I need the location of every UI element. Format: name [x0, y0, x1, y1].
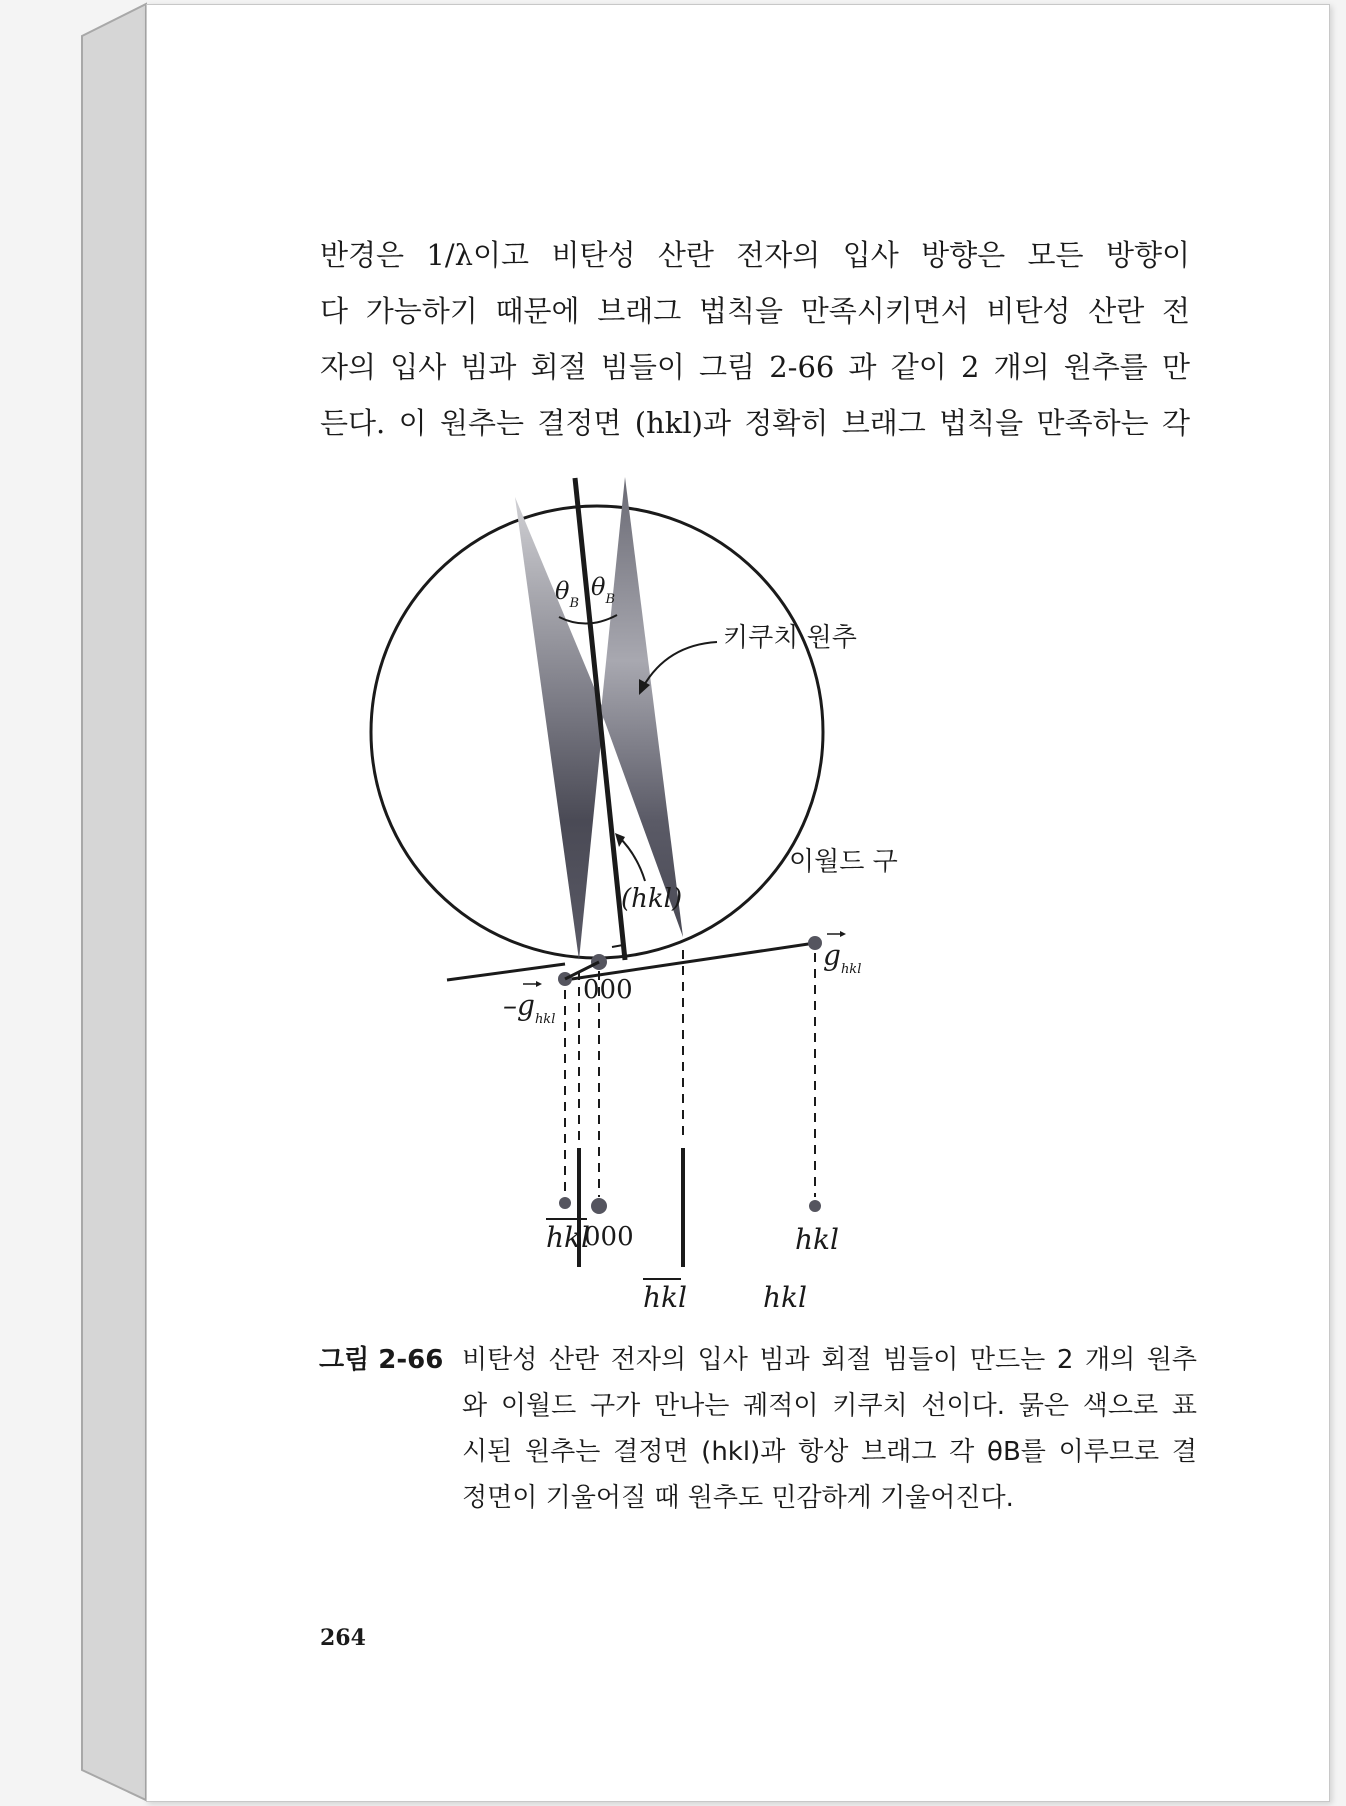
bottom-point-g [809, 1200, 821, 1212]
line-label-hkl-bar: hkl [643, 1281, 687, 1314]
point-g [808, 936, 822, 950]
hkl-arrowhead [615, 833, 625, 847]
ewald-sphere-label: 이월드 구 [789, 847, 898, 877]
hkl-plane-label: (hkl) [621, 884, 683, 914]
body-line: 반경은 1/λ이고 비탄성 산란 전자의 입사 방향은 모든 방향이 [320, 238, 1190, 272]
g-vector-arrowhead-right [840, 931, 846, 937]
kikuchi-figure [147, 5, 1329, 1801]
book-page [146, 4, 1330, 1802]
bottom-label-000: 000 [584, 1222, 634, 1252]
ewald-tangent [447, 964, 565, 980]
kikuchi-cone-label: 키쿠치 원추 [723, 623, 857, 653]
g-label-right: $g_{hkl}$ [823, 939, 862, 977]
body-line: 다 가능하기 때문에 브래그 법칙을 만족시키면서 비탄성 산란 전 [320, 294, 1190, 328]
bottom-point-neg [559, 1197, 571, 1209]
theta-label-left: $\theta_B$ [555, 577, 580, 611]
g-vector-arrowhead-left [536, 981, 542, 987]
bottom-label-hkl-bar: hkl [546, 1221, 590, 1254]
body-line: 든다. 이 원추는 결정면 (hkl)과 정확히 브래그 법칙을 만족하는 각 [320, 406, 1190, 440]
page-number: 264 [320, 1625, 366, 1651]
caption-label: 그림 2-66 [319, 1345, 444, 1375]
bottom-point-origin [591, 1198, 607, 1214]
cone-left [515, 497, 604, 960]
line-label-hkl: hkl [763, 1281, 807, 1314]
caption-line: 정면이 기울어질 때 원추도 민감하게 기울어진다. [462, 1483, 1014, 1513]
hkl-arrow [619, 837, 645, 881]
caption-line: 와 이월드 구가 만나는 궤적이 키쿠치 선이다. 묽은 색으로 표 [462, 1391, 1197, 1421]
origin-label-top: 000 [583, 975, 633, 1005]
caption-text [462, 1337, 1197, 1521]
kikuchi-arrow [643, 642, 717, 687]
caption-line: 비탄성 산란 전자의 입사 빔과 회절 빔들이 만드는 2 개의 원추 [462, 1345, 1197, 1375]
g-label-left: $-g_{hkl}$ [503, 989, 556, 1027]
theta-label-right: $\theta_B$ [591, 573, 616, 607]
bottom-label-hkl: hkl [795, 1223, 839, 1256]
caption-line: 시된 원추는 결정면 (hkl)과 항상 브래그 각 θB를 이루므로 결 [462, 1437, 1197, 1467]
body-line: 자의 입사 빔과 회절 빔들이 그림 2-66 과 같이 2 개의 원추를 만 [320, 350, 1190, 384]
